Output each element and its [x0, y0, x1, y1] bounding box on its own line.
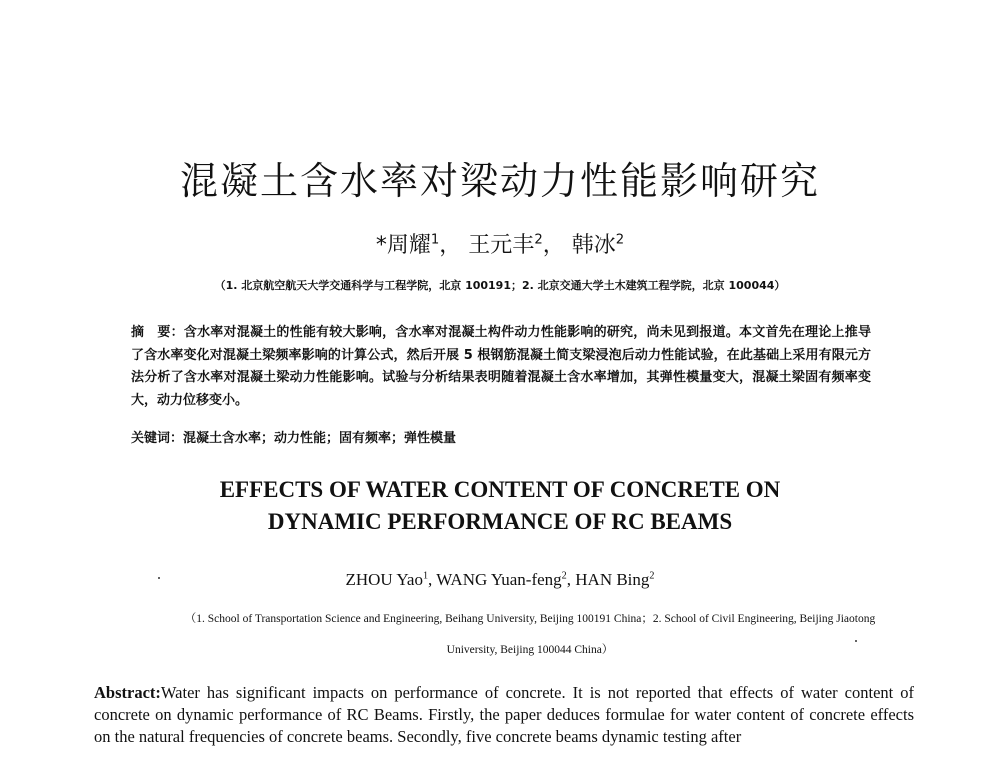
- author-name: 王元丰: [468, 233, 535, 258]
- english-title-line-2: DYNAMIC PERFORMANCE OF RC BEAMS: [267, 509, 733, 534]
- chinese-abstract-label: 摘 要：: [131, 325, 184, 340]
- scan-speck: [855, 640, 857, 642]
- chinese-title: 混凝土含水率对梁动力性能影响研究: [179, 159, 820, 203]
- author-affil-mark: 2: [561, 570, 567, 582]
- author-name: HAN Bing: [575, 570, 650, 589]
- english-affiliation-line-2: University, Beijing 100044 China）: [446, 644, 614, 656]
- scan-speck: [158, 577, 160, 579]
- chinese-abstract: [131, 322, 871, 412]
- author-name: WANG Yuan-feng: [436, 570, 562, 589]
- author-name: *周耀: [375, 233, 431, 258]
- chinese-authors: [0, 228, 1000, 259]
- author-affil-mark: 1: [422, 570, 429, 582]
- chinese-keywords-label: 关键词：: [131, 431, 184, 446]
- english-authors: [0, 570, 1000, 590]
- english-affiliation: [140, 604, 920, 666]
- author-name: ZHOU Yao: [345, 570, 423, 589]
- author-affil-mark: 2: [615, 232, 625, 248]
- chinese-abstract-text: 含水率对混凝土的性能有较大影响，含水率对混凝土构件动力性能影响的研究，尚未见到报道。本文首先在理论上推导了含水率变化对混凝土梁频率影响的计算公式，然后开展 5 根钢筋混凝土简支梁浸泡后动力性能试验，在此基础上采用有限元方法分析了含水率对混凝土梁动力性能影响。试验与分析结果表明随着混凝土含水率增加，其弹性模量变大，混凝土梁固有频率变大，动力位移变小。: [131, 325, 871, 408]
- author-affil-mark: 2: [649, 570, 655, 582]
- author-affil-mark: 2: [534, 232, 543, 248]
- english-abstract-text: Water has significant impacts on performance of concrete. It is not reported that effects of water content of concrete on dynamic performance of RC Beams. Firstly, the paper deduces formulae for water content of concrete effects on the natural frequencies of concrete beams. Secondly, five concrete beams dynamic testing after: [94, 683, 914, 746]
- author-separator: ,: [566, 570, 576, 589]
- english-affiliation-line-1: （1. School of Transportation Science and Engineering, Beihang University, Beijing 100191 China；2. School of Civil Engineering, Beijing Jiaotong: [184, 613, 876, 625]
- author-separator: ，: [439, 233, 462, 258]
- chinese-affiliation: （1. 北京航空航天大学交通科学与工程学院，北京 100191；2. 北京交通大学土木建筑工程学院，北京 100044）: [214, 279, 786, 292]
- english-title-line-1: EFFECTS OF WATER CONTENT OF CONCRETE ON: [219, 477, 781, 502]
- author-affil-mark: 1: [430, 232, 440, 248]
- english-abstract-label: Abstract:: [94, 683, 161, 702]
- chinese-keywords: [131, 427, 871, 446]
- author-separator: ，: [542, 233, 565, 258]
- english-abstract: [94, 682, 914, 748]
- chinese-keywords-text: 混凝土含水率；动力性能；固有频率；弹性模量: [183, 431, 457, 446]
- english-title: [0, 474, 1000, 538]
- author-name: 韩冰: [571, 233, 616, 258]
- author-separator: ,: [428, 570, 437, 589]
